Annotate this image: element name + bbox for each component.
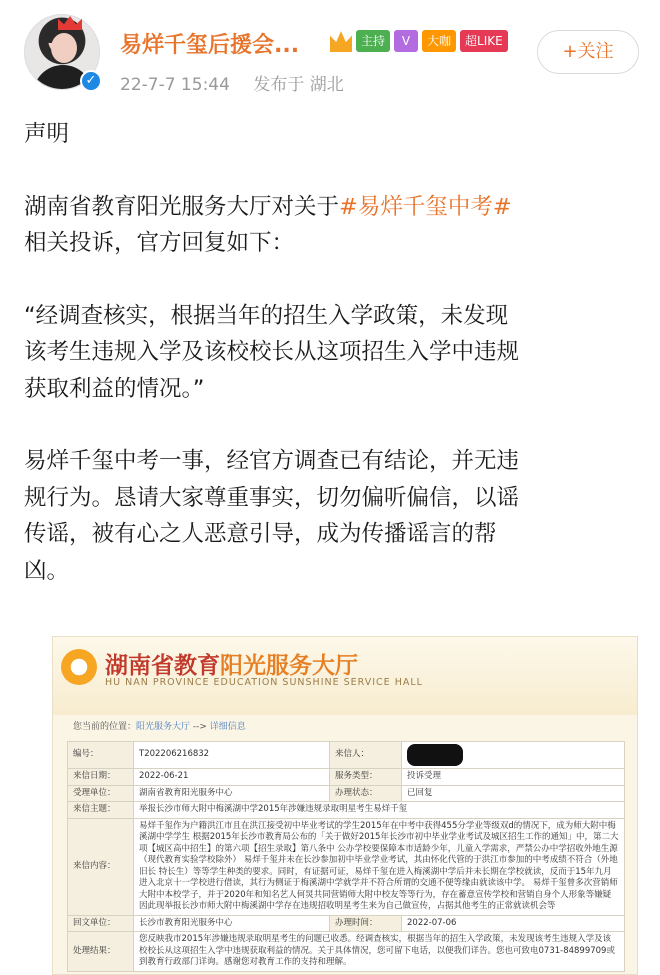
table-value: 易烊千玺作为户籍洪江市且在洪江接受初中毕业考试的学生2015年在中考中获得455分学业等级双d的情况下，成为师大附中梅溪湖中学学生 根据2015年长沙市教育局公布的「关于做好2015年长沙市初中毕业学业考试及城区招生工作的通知」中，第二大项【城区高中招生】的第六项【招生录取】第八条中 公办学校要保障本市适龄少年，儿童入学需求，严禁公办中学招收外地生源（现代教育实验学校除外） 易烊千玺并未在长沙参加初中毕业学业考试，其由怀化代管的于洪江市参加的中考成绩不符合（外地旧长 特长生）等等学生种类的要求。同时，有证据可证，易烊千玺在进入梅溪湖中学后并未长期在学校就读，反而于15年九月进入北京十一学校进行借读，其行为侧证于梅溪湖中学就学并不符合所谓的交通不便等缘由就读该中学。 易烊千玺曾多次营销师大附中本校学子，并于2020年和知名艺人何炅共同营销师大附中校友等等行为，存在蓄意宣传学校和营销自身个人形象等嫌疑 因此现举报长沙市师大附中梅溪湖中学存在违规招收明星考生来为自己做宣传，占据其他考生的正常就读机会等 <box>134 818 625 915</box>
content-line: “经调查核实，根据当年的招生入学政策，未发现 <box>24 302 509 329</box>
post-location: 发布于 湖北 <box>253 75 344 95</box>
table-label: 编号： <box>68 742 134 769</box>
post-header <box>0 0 660 108</box>
content-heading: 声明 <box>24 121 70 147</box>
content-line: 易烊千玺中考一事，经官方调查已有结论，并无违 <box>24 448 520 474</box>
content-line: 湖南省教育阳光服务大厅对关于#易烊千玺中考# <box>24 193 512 220</box>
table-value: 湖南省教育阳光服务中心 <box>134 785 330 802</box>
v-badge: V <box>394 30 418 52</box>
content-line: 相关投诉，官方回复如下： <box>24 230 295 256</box>
table-value: T202206216832 <box>134 742 330 769</box>
table-value: 2022-06-21 <box>134 769 330 786</box>
table-value: 投诉受理 <box>402 769 625 786</box>
follow-button[interactable]: +关注 <box>537 30 639 74</box>
sunshine-logo-icon <box>61 649 97 685</box>
screenshot-banner <box>53 637 637 715</box>
table-value: 已回复 <box>402 785 625 802</box>
post-meta <box>120 70 362 95</box>
author-name[interactable]: 易烊千玺后援会... <box>120 33 300 58</box>
redacted-mark <box>407 744 463 766</box>
table-label: 处理结果： <box>68 932 134 972</box>
table-label: 办理状态： <box>330 785 402 802</box>
content-line: 该考生违规入学及该校校长从这项招生入学中违规 <box>24 339 520 365</box>
screenshot-subtitle: HU NAN PROVINCE EDUCATION SUNSHINE SERVICE HALL <box>105 677 423 688</box>
super-like-badge: 超LIKE <box>460 30 508 52</box>
post-content <box>24 108 640 589</box>
hashtag-link[interactable]: #易烊千玺中考# <box>339 193 512 220</box>
crown-icon <box>330 30 352 52</box>
post-date: 22-7-7 15:44 <box>120 75 230 95</box>
content-line: 凶。 <box>24 557 70 584</box>
table-value: 举报长沙市师大附中梅溪湖中学2015年涉嫌违规录取明星考生易烊千玺 <box>134 802 625 819</box>
table-label: 来信内容： <box>68 818 134 915</box>
table-label: 回文单位： <box>68 915 134 932</box>
author-badges <box>330 30 508 52</box>
table-value: 您反映我市2015年涉嫌违规录取明星考生的问题已收悉。经调查核实，根据当年的招生入学政策，未发现该考生违规入学及该校校长从这项招生入学中违规获取利益的情况。关于具体情况，您可留下电话，以便我们详告。您也可致电0731-84899709或到教育行政部门详询。感谢您对教育工作的支持和理解。 <box>134 932 625 972</box>
content-line: 规行为。恳请大家尊重事实，切勿偏听偏信，以谣 <box>24 484 520 511</box>
host-badge: 主持 <box>356 30 390 52</box>
attached-screenshot[interactable] <box>52 636 638 975</box>
table-label: 来信人： <box>330 742 402 769</box>
table-label: 来信日期： <box>68 769 134 786</box>
table-label: 办理时间： <box>330 915 402 932</box>
table-value: 2022-07-06 <box>402 915 625 932</box>
screenshot-breadcrumb: 您当前的位置：阳光服务大厅 --> 详细信息 <box>73 722 246 732</box>
table-label: 来信主题： <box>68 802 134 819</box>
table-value: 长沙市教育阳光服务中心 <box>134 915 330 932</box>
table-label: 服务类型： <box>330 769 402 786</box>
author-avatar[interactable] <box>24 14 100 90</box>
big-shot-badge: 大咖 <box>422 30 456 52</box>
content-line: 获取利益的情况。” <box>24 375 205 402</box>
content-line: 传谣，被有心之人恶意引导，成为传播谣言的帮 <box>24 521 497 547</box>
table-label: 受理单位： <box>68 785 134 802</box>
complaint-detail-table <box>67 741 625 972</box>
screenshot-title: 湖南省教育阳光服务大厅 <box>105 653 358 679</box>
table-value <box>402 742 625 769</box>
verified-icon: ✓ <box>80 70 102 92</box>
